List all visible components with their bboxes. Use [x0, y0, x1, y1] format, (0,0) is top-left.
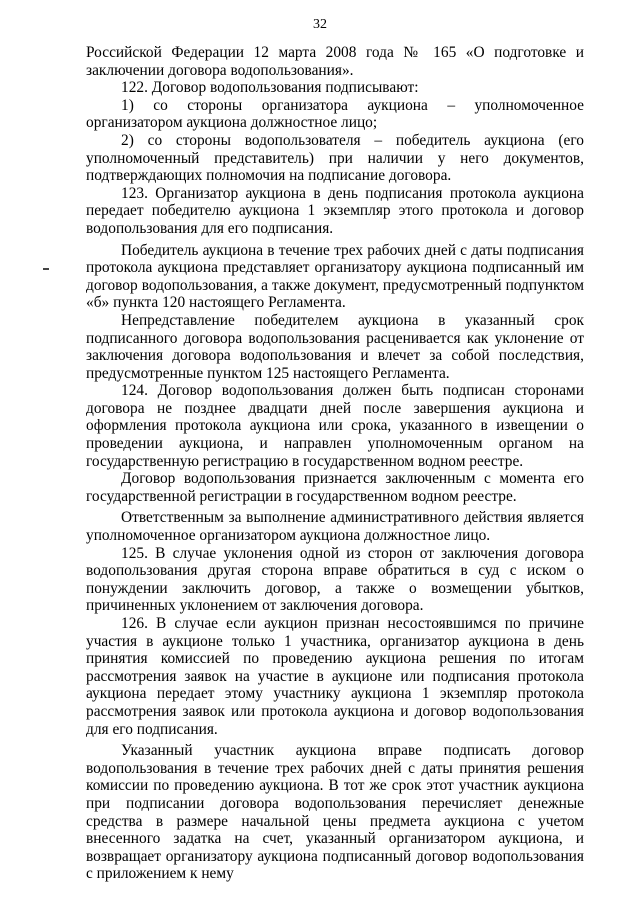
- paragraph-122-item-2: 2) со стороны водопользователя – победитель аукциона (его уполномоченный представитель) при наличии у него документов, подтверждающих полномочия на подписание договора.: [86, 131, 584, 185]
- paragraph-continuation: Российской Федерации 12 марта 2008 года № 165 «О подготовке и заключении договора водопользования».: [86, 44, 584, 79]
- paragraph-122-item-1: 1) со стороны организатора аукциона – уполномоченное организатором аукциона должностное лицо;: [86, 96, 584, 132]
- paragraph-122: 122. Договор водопользования подписывают:: [121, 79, 419, 97]
- paragraph-contract-concluded: Договор водопользования признается заключенным с момента его государственной регистрации в государственном водном реестре.: [86, 470, 584, 505]
- paragraph-participant-rights: Указанный участник аукциона вправе подписать договор водопользования в течение трех рабочих дней с даты принятия решения комиссии по проведению аукциона. В тот же срок этот участник аукциона при подписании договора водопользования перечисляет денежные средства в размере начальной цены предмета аукциона с учетом внесенного задатка на счет, указанный организатором аукциона, и возвращает организатору аукциона подписанный договор водопользования с приложением к нему: [86, 742, 584, 883]
- paragraph-winner-obligation: Победитель аукциона в течение трех рабочих дней с даты подписания протокола аукциона представляет организатору аукциона подписанный им договор водопользования, а также документ, предусмотренный подпунктом «б» пункта 120 настоящего Регламента.: [86, 241, 584, 312]
- scan-artifact-mark: [43, 268, 49, 270]
- paragraph-125: 125. В случае уклонения одной из сторон от заключения договора водопользования другая сторона вправе обратиться в суд с иском о понуждении заключить договор, а также о возмещении убытков, причиненных уклонением от заключения договора.: [86, 544, 584, 615]
- document-body: [86, 44, 584, 883]
- paragraph-126: 126. В случае если аукцион признан несостоявшимся по причине участия в аукционе только 1 участника, организатор аукциона в день принятия комиссией по проведению аукциона решения по итогам рассмотрения заявок на участие в аукционе или подписания протокола аукциона передает этому участнику аукциона 1 экземпляр протокола рассмотрения заявок или протокола аукциона и договор водопользования для его подписания.: [86, 615, 584, 738]
- paragraph-124: 124. Договор водопользования должен быть подписан сторонами договора не позднее двадцати дней после завершения аукциона и оформления протокола аукциона или срока, указанного в извещении о проведении аукциона, и направлен уполномоченным органом на государственную регистрацию в государственном водном реестре.: [86, 382, 584, 470]
- page-number: 32: [313, 17, 327, 32]
- paragraph-non-submission: Непредставление победителем аукциона в указанный срок подписанного договора водопользования расценивается как уклонение от заключения договора водопользования и влечет за собой последствия, предусмотренные пунктом 125 настоящего Регламента.: [86, 311, 584, 382]
- paragraph-responsible: Ответственным за выполнение административного действия является уполномоченное организатором аукциона должностное лицо.: [86, 509, 584, 545]
- paragraph-123: 123. Организатор аукциона в день подписания протокола аукциона передает победителю аукциона 1 экземпляр этого протокола и договор водопользования для его подписания.: [86, 184, 584, 237]
